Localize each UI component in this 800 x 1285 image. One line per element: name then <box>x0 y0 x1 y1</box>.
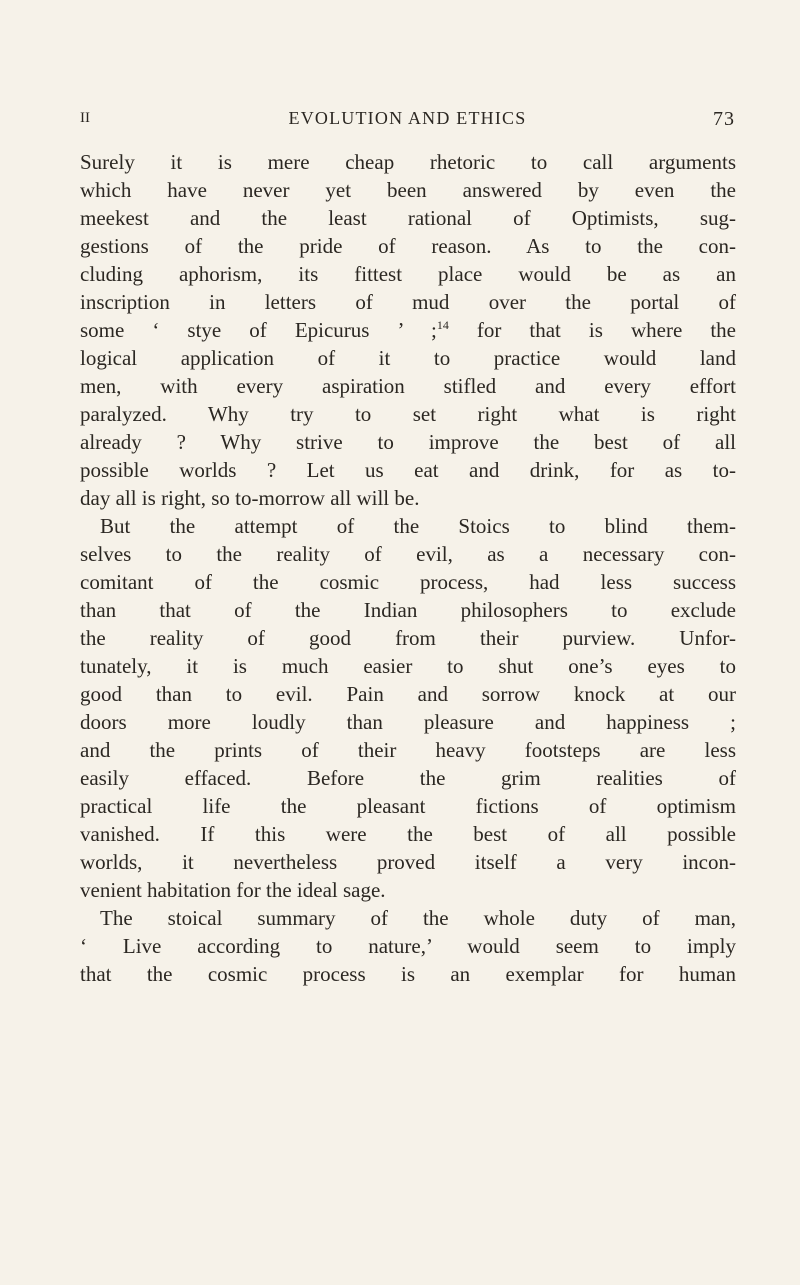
text-line <box>80 820 736 848</box>
text-line <box>80 204 736 232</box>
line-text: that the cosmic process is an exemplar for human <box>80 962 736 986</box>
line-text: day all is right, so to-morrow all will be. <box>80 486 420 510</box>
text-line <box>80 904 736 932</box>
line-text: inscription in letters of mud over the portal of <box>80 290 736 314</box>
text-line <box>80 512 736 540</box>
line-text: which have never yet been answered by even the <box>80 178 736 202</box>
text-line <box>80 148 736 176</box>
text-line <box>80 568 736 596</box>
body-text <box>80 148 736 988</box>
line-text: the reality of good from their purview. Unfor- <box>80 626 736 650</box>
line-text: gestions of the pride of reason. As to the con- <box>80 234 736 258</box>
line-text: already ? Why strive to improve the best of all <box>80 430 736 454</box>
line-text: easily effaced. Before the grim realities of <box>80 766 736 790</box>
line-text: men, with every aspiration stifled and every effort <box>80 374 736 398</box>
line-text: cluding aphorism, its fittest place would be as an <box>80 262 736 286</box>
line-text: tunately, it is much easier to shut one’s eyes to <box>80 654 736 678</box>
line-text: logical application of it to practice would land <box>80 346 736 370</box>
line-text: ‘ Live according to nature,’ would seem to imply <box>80 934 736 958</box>
section-number: II <box>80 110 90 126</box>
line-text: some ‘ stye of Epicurus ’ ; <box>80 318 437 342</box>
line-text: practical life the pleasant fictions of optimism <box>80 794 736 818</box>
text-line <box>80 652 736 680</box>
text-line <box>80 372 736 400</box>
text-line <box>80 176 736 204</box>
line-text: venient habitation for the ideal sage. <box>80 878 386 902</box>
footnote-marker: 14 <box>436 318 449 332</box>
line-text: But the attempt of the Stoics to blind them- <box>100 514 736 538</box>
text-line <box>80 960 736 988</box>
text-line <box>80 344 736 372</box>
text-line <box>80 792 736 820</box>
line-text: Surely it is mere cheap rhetoric to call arguments <box>80 150 736 174</box>
line-text: good than to evil. Pain and sorrow knock at our <box>80 682 736 706</box>
text-line <box>80 260 736 288</box>
page-number: 73 <box>713 108 735 130</box>
line-text: than that of the Indian philosophers to exclude <box>80 598 736 622</box>
text-line <box>80 680 736 708</box>
line-text: doors more loudly than pleasure and happiness ; <box>80 710 736 734</box>
text-line <box>80 540 736 568</box>
text-line <box>80 316 736 344</box>
text-line <box>80 596 736 624</box>
line-text: possible worlds ? Let us eat and drink, for as to- <box>80 458 736 482</box>
text-line <box>80 624 736 652</box>
text-line <box>80 428 736 456</box>
text-line <box>80 932 736 960</box>
line-text: selves to the reality of evil, as a necessary con- <box>80 542 736 566</box>
text-line <box>80 848 736 876</box>
running-title: EVOLUTION AND ETHICS <box>288 108 527 128</box>
text-line <box>80 232 736 260</box>
line-text: worlds, it nevertheless proved itself a very incon- <box>80 850 736 874</box>
text-line <box>80 876 736 904</box>
text-line <box>80 764 736 792</box>
line-text: comitant of the cosmic process, had less success <box>80 570 736 594</box>
line-text: vanished. If this were the best of all possible <box>80 822 736 846</box>
line-text: and the prints of their heavy footsteps are less <box>80 738 736 762</box>
text-line <box>80 736 736 764</box>
line-text: meekest and the least rational of Optimists, sug- <box>80 206 736 230</box>
text-line <box>80 288 736 316</box>
text-line <box>80 484 736 512</box>
text-line <box>80 456 736 484</box>
text-line <box>80 400 736 428</box>
text-line <box>80 708 736 736</box>
line-text-continued: for that is where the <box>448 318 736 342</box>
line-text: paralyzed. Why try to set right what is right <box>80 402 736 426</box>
line-text: The stoical summary of the whole duty of man, <box>100 906 736 930</box>
running-head <box>80 108 735 136</box>
